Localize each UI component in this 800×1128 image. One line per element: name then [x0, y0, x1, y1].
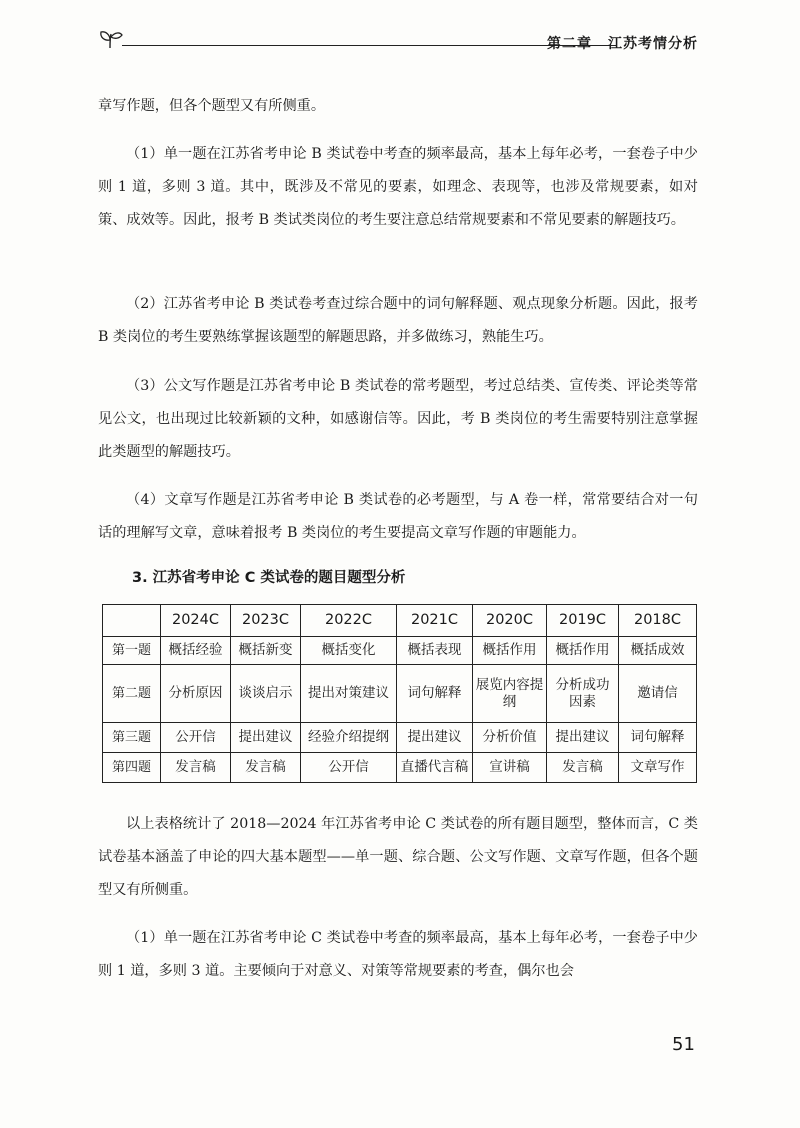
row-header: 第三题	[103, 723, 161, 753]
column-header: 2018C	[619, 605, 697, 637]
table-cell: 分析成功因素	[547, 665, 619, 723]
table-cell: 发言稿	[547, 753, 619, 783]
table-cell: 词句解释	[397, 665, 473, 723]
table-cell: 展览内容提纲	[473, 665, 547, 723]
column-header: 2021C	[397, 605, 473, 637]
table-row	[103, 665, 697, 723]
header-rule	[122, 45, 616, 46]
table-cell: 公开信	[161, 723, 231, 753]
table-cell: 发言稿	[231, 753, 301, 783]
section-heading: 3. 江苏省考申论 C 类试卷的题目题型分析	[132, 570, 406, 586]
table-header-row	[103, 605, 697, 637]
table-cell: 概括经验	[161, 637, 231, 665]
row-header: 第二题	[103, 665, 161, 723]
table-cell: 谈谈启示	[231, 665, 301, 723]
table-cell: 提出建议	[397, 723, 473, 753]
column-header: 2020C	[473, 605, 547, 637]
chapter-label: 第二章	[547, 36, 592, 52]
table-cell: 发言稿	[161, 753, 231, 783]
running-header	[98, 28, 698, 54]
chapter-heading	[547, 33, 698, 53]
paragraph: （4）文章写作题是江苏省考申论 B 类试卷的必考题型，与 A 卷一样，常常要结合对一句话的理解写文章，意味着报考 B 类岗位的考生要提高文章写作题的审题能力。	[98, 492, 698, 541]
paragraph: 以上表格统计了 2018—2024 年江苏省考申论 C 类试卷的所有题目题型，整体而言，C 类试卷基本涵盖了申论的四大基本题型——单一题、综合题、公文写作题、文章写作题，但各个题型又有所侧重。	[98, 816, 698, 898]
table-row	[103, 723, 697, 753]
chapter-title: 江苏考情分析	[608, 36, 698, 52]
row-header: 第四题	[103, 753, 161, 783]
column-header: 2019C	[547, 605, 619, 637]
paragraph: （1）单一题在江苏省考申论 B 类试卷中考查的频率最高，基本上每年必考，一套卷子中少则 1 道，多则 3 道。其中，既涉及不常见的要素，如理念、表现等，也涉及常规要素，如对策、成效等。因此，报考 B 类试类岗位的考生要注意总结常规要素和不常见要素的解题技巧。	[98, 146, 698, 228]
table-cell: 邀请信	[619, 665, 697, 723]
sprout-icon	[98, 28, 124, 50]
table-cell: 提出对策建议	[301, 665, 397, 723]
paragraph: 章写作题，但各个题型又有所侧重。	[98, 98, 326, 114]
table-cell: 概括表现	[397, 637, 473, 665]
table-cell: 词句解释	[619, 723, 697, 753]
paragraph: （3）公文写作题是江苏省考申论 B 类试卷的常考题型，考过总结类、宣传类、评论类等常见公文，也出现过比较新颖的文种，如感谢信等。因此，考 B 类岗位的考生需要特别注意掌握此类题型的解题技巧。	[98, 378, 698, 460]
table-cell: 概括成效	[619, 637, 697, 665]
table-cell: 分析原因	[161, 665, 231, 723]
table-cell: 文章写作	[619, 753, 697, 783]
table-cell: 概括作用	[473, 637, 547, 665]
table-cell: 宣讲稿	[473, 753, 547, 783]
table-cell: 概括作用	[547, 637, 619, 665]
column-header	[103, 605, 161, 637]
paragraph: （2）江苏省考申论 B 类试卷考查过综合题中的词句解释题、观点现象分析题。因此，报考 B 类岗位的考生要熟练掌握该题型的解题思路，并多做练习，熟能生巧。	[98, 296, 698, 345]
column-header: 2022C	[301, 605, 397, 637]
paragraph: （1）单一题在江苏省考申论 C 类试卷中考查的频率最高，基本上每年必考，一套卷子中少则 1 道，多则 3 道。主要倾向于对意义、对策等常规要素的考查，偶尔也会	[98, 930, 698, 979]
table-cell: 经验介绍提纲	[301, 723, 397, 753]
column-header: 2024C	[161, 605, 231, 637]
table-row	[103, 753, 697, 783]
question-type-table	[102, 604, 697, 783]
table-cell: 提出建议	[547, 723, 619, 753]
table-cell: 分析价值	[473, 723, 547, 753]
table-cell: 直播代言稿	[397, 753, 473, 783]
table-row	[103, 637, 697, 665]
table-cell: 公开信	[301, 753, 397, 783]
table-cell: 概括新变	[231, 637, 301, 665]
table-cell: 提出建议	[231, 723, 301, 753]
row-header: 第一题	[103, 637, 161, 665]
table-cell: 概括变化	[301, 637, 397, 665]
page-number: 51	[672, 1034, 695, 1055]
column-header: 2023C	[231, 605, 301, 637]
